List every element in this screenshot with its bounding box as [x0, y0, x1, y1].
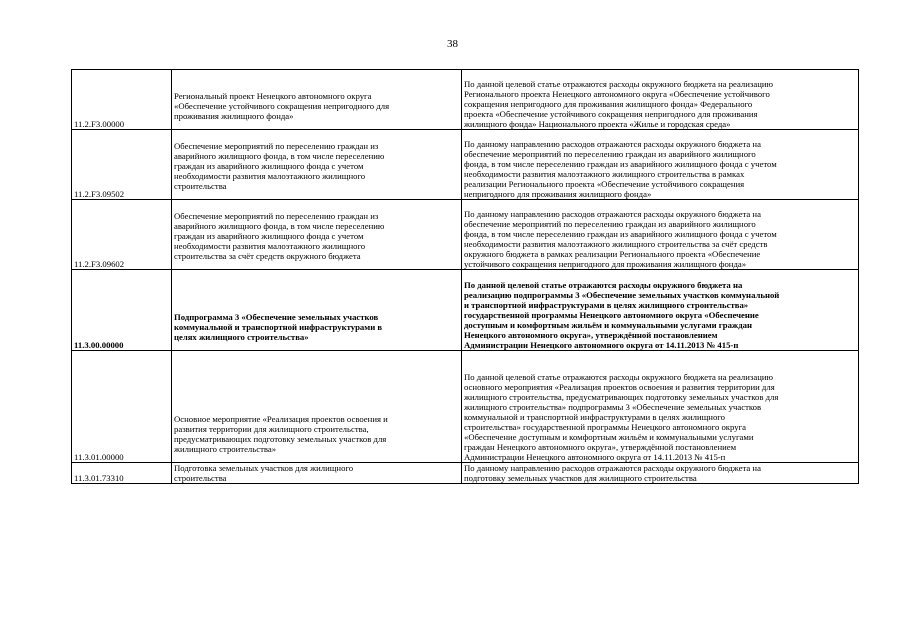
row-name-cell [172, 200, 462, 270]
row-name: Подпрограмма 3 «Обеспечение земельных участков коммунальной и транспортной инфраструктурами в целях жилищного строительства» [174, 312, 383, 342]
table-row [72, 270, 859, 351]
row-name: Подготовка земельных участков для жилищного строительства [174, 463, 354, 483]
row-name-cell [172, 70, 462, 130]
table-row [72, 70, 859, 130]
row-name: Обеспечение мероприятий по переселению граждан из аварийного жилищного фонда, в том числе переселению граждан из аварийного жилищного фонда с учетом необходимости развития малоэтажного жилищного строительства [174, 141, 385, 191]
row-code: 11.3.01.00000 [72, 351, 172, 463]
row-code: 11.2.F3.09502 [72, 130, 172, 200]
row-name-cell [172, 270, 462, 351]
row-name: Региональный проект Ненецкого автономного округа «Обеспечение устойчивого сокращения непригодного для проживания жилищного фонда» [174, 91, 390, 121]
row-code: 11.3.00.00000 [72, 270, 172, 351]
row-description: По данному направлению расходов отражаются расходы окружного бюджета на обеспечение мероприятий по переселению граждан из аварийного жилищного фонда, в том числе переселению граждан из аварийного жилищного фонда с учетом необходимости развития малоэтажного жилищного строительства в рамках реализации Регионального проекта «Обеспечение устойчивого сокращения непригодного для проживания жилищного фонда» [462, 130, 859, 200]
row-name: Основное мероприятие «Реализация проектов освоения и развития территории для жилищного строительства, предусматривающих подготовку земельных участков для жилищного строительства» [174, 414, 388, 454]
row-name: Обеспечение мероприятий по переселению граждан из аварийного жилищного фонда, в том числе переселению граждан из аварийного жилищного фонда с учетом необходимости развития малоэтажного жилищного строительства за счёт средств окружного бюджета [174, 211, 385, 261]
row-description: По данной целевой статье отражаются расходы окружного бюджета на реализацию основного мероприятия «Реализация проектов освоения и развития территории для жилищного строительства, предусматривающих подготовку земельных участков для жилищного строительства» подпрограммы 3 «Обеспечение земельных участков коммунальной и транспортной инфраструктурами в целях жилищного строительства» государственной программы Ненецкого автономного округа «Обеспечение доступным и комфортным жильём и коммунальными услугами граждан Ненецкого автономного округа», утверждённой постановлением Администрации Ненецкого автономного округа от 14.11.2013 № 415-п [462, 351, 859, 463]
row-description: По данной целевой статье отражаются расходы окружного бюджета на реализацию подпрограммы 3 «Обеспечение земельных участков коммунальной и транспортной инфраструктурами в целях жилищного строительства» государственной программы Ненецкого автономного округа «Обеспечение доступным и комфортным жильём и коммунальными услугами граждан Ненецкого автономного округа», утверждённой постановлением Администрации Ненецкого автономного округа от 14.11.2013 № 415-п [462, 270, 859, 351]
row-description: По данной целевой статье отражаются расходы окружного бюджета на реализацию Регионального проекта Ненецкого автономного округа «Обеспечение устойчивого сокращения непригодного для проживания жилищного фонда» Федерального проекта «Обеспечение устойчивого сокращения непригодного для проживания жилищного фонда» Национального проекта «Жилье и городская среда» [462, 70, 859, 130]
table-row [72, 200, 859, 270]
table-row [72, 463, 859, 484]
row-description: По данному направлению расходов отражаются расходы окружного бюджета на подготовку земельных участков для жилищного строительства [462, 463, 859, 484]
row-code: 11.2.F3.09602 [72, 200, 172, 270]
budget-classification-table [71, 69, 859, 484]
row-name-cell [172, 130, 462, 200]
row-code: 11.3.01.73310 [72, 463, 172, 484]
table-row [72, 351, 859, 463]
row-code: 11.2.F3.00000 [72, 70, 172, 130]
row-name-cell [172, 463, 462, 484]
row-name-cell [172, 351, 462, 463]
row-description: По данному направлению расходов отражаются расходы окружного бюджета на обеспечение мероприятий по переселению граждан из аварийного жилищного фонда, в том числе переселению граждан из аварийного жилищного фонда с учетом необходимости развития малоэтажного жилищного строительства за счёт средств окружного бюджета в рамках реализации Регионального проекта «Обеспечение устойчивого сокращения непригодного для проживания жилищного фонда» [462, 200, 859, 270]
table-row [72, 130, 859, 200]
page-number: 38 [447, 38, 458, 50]
